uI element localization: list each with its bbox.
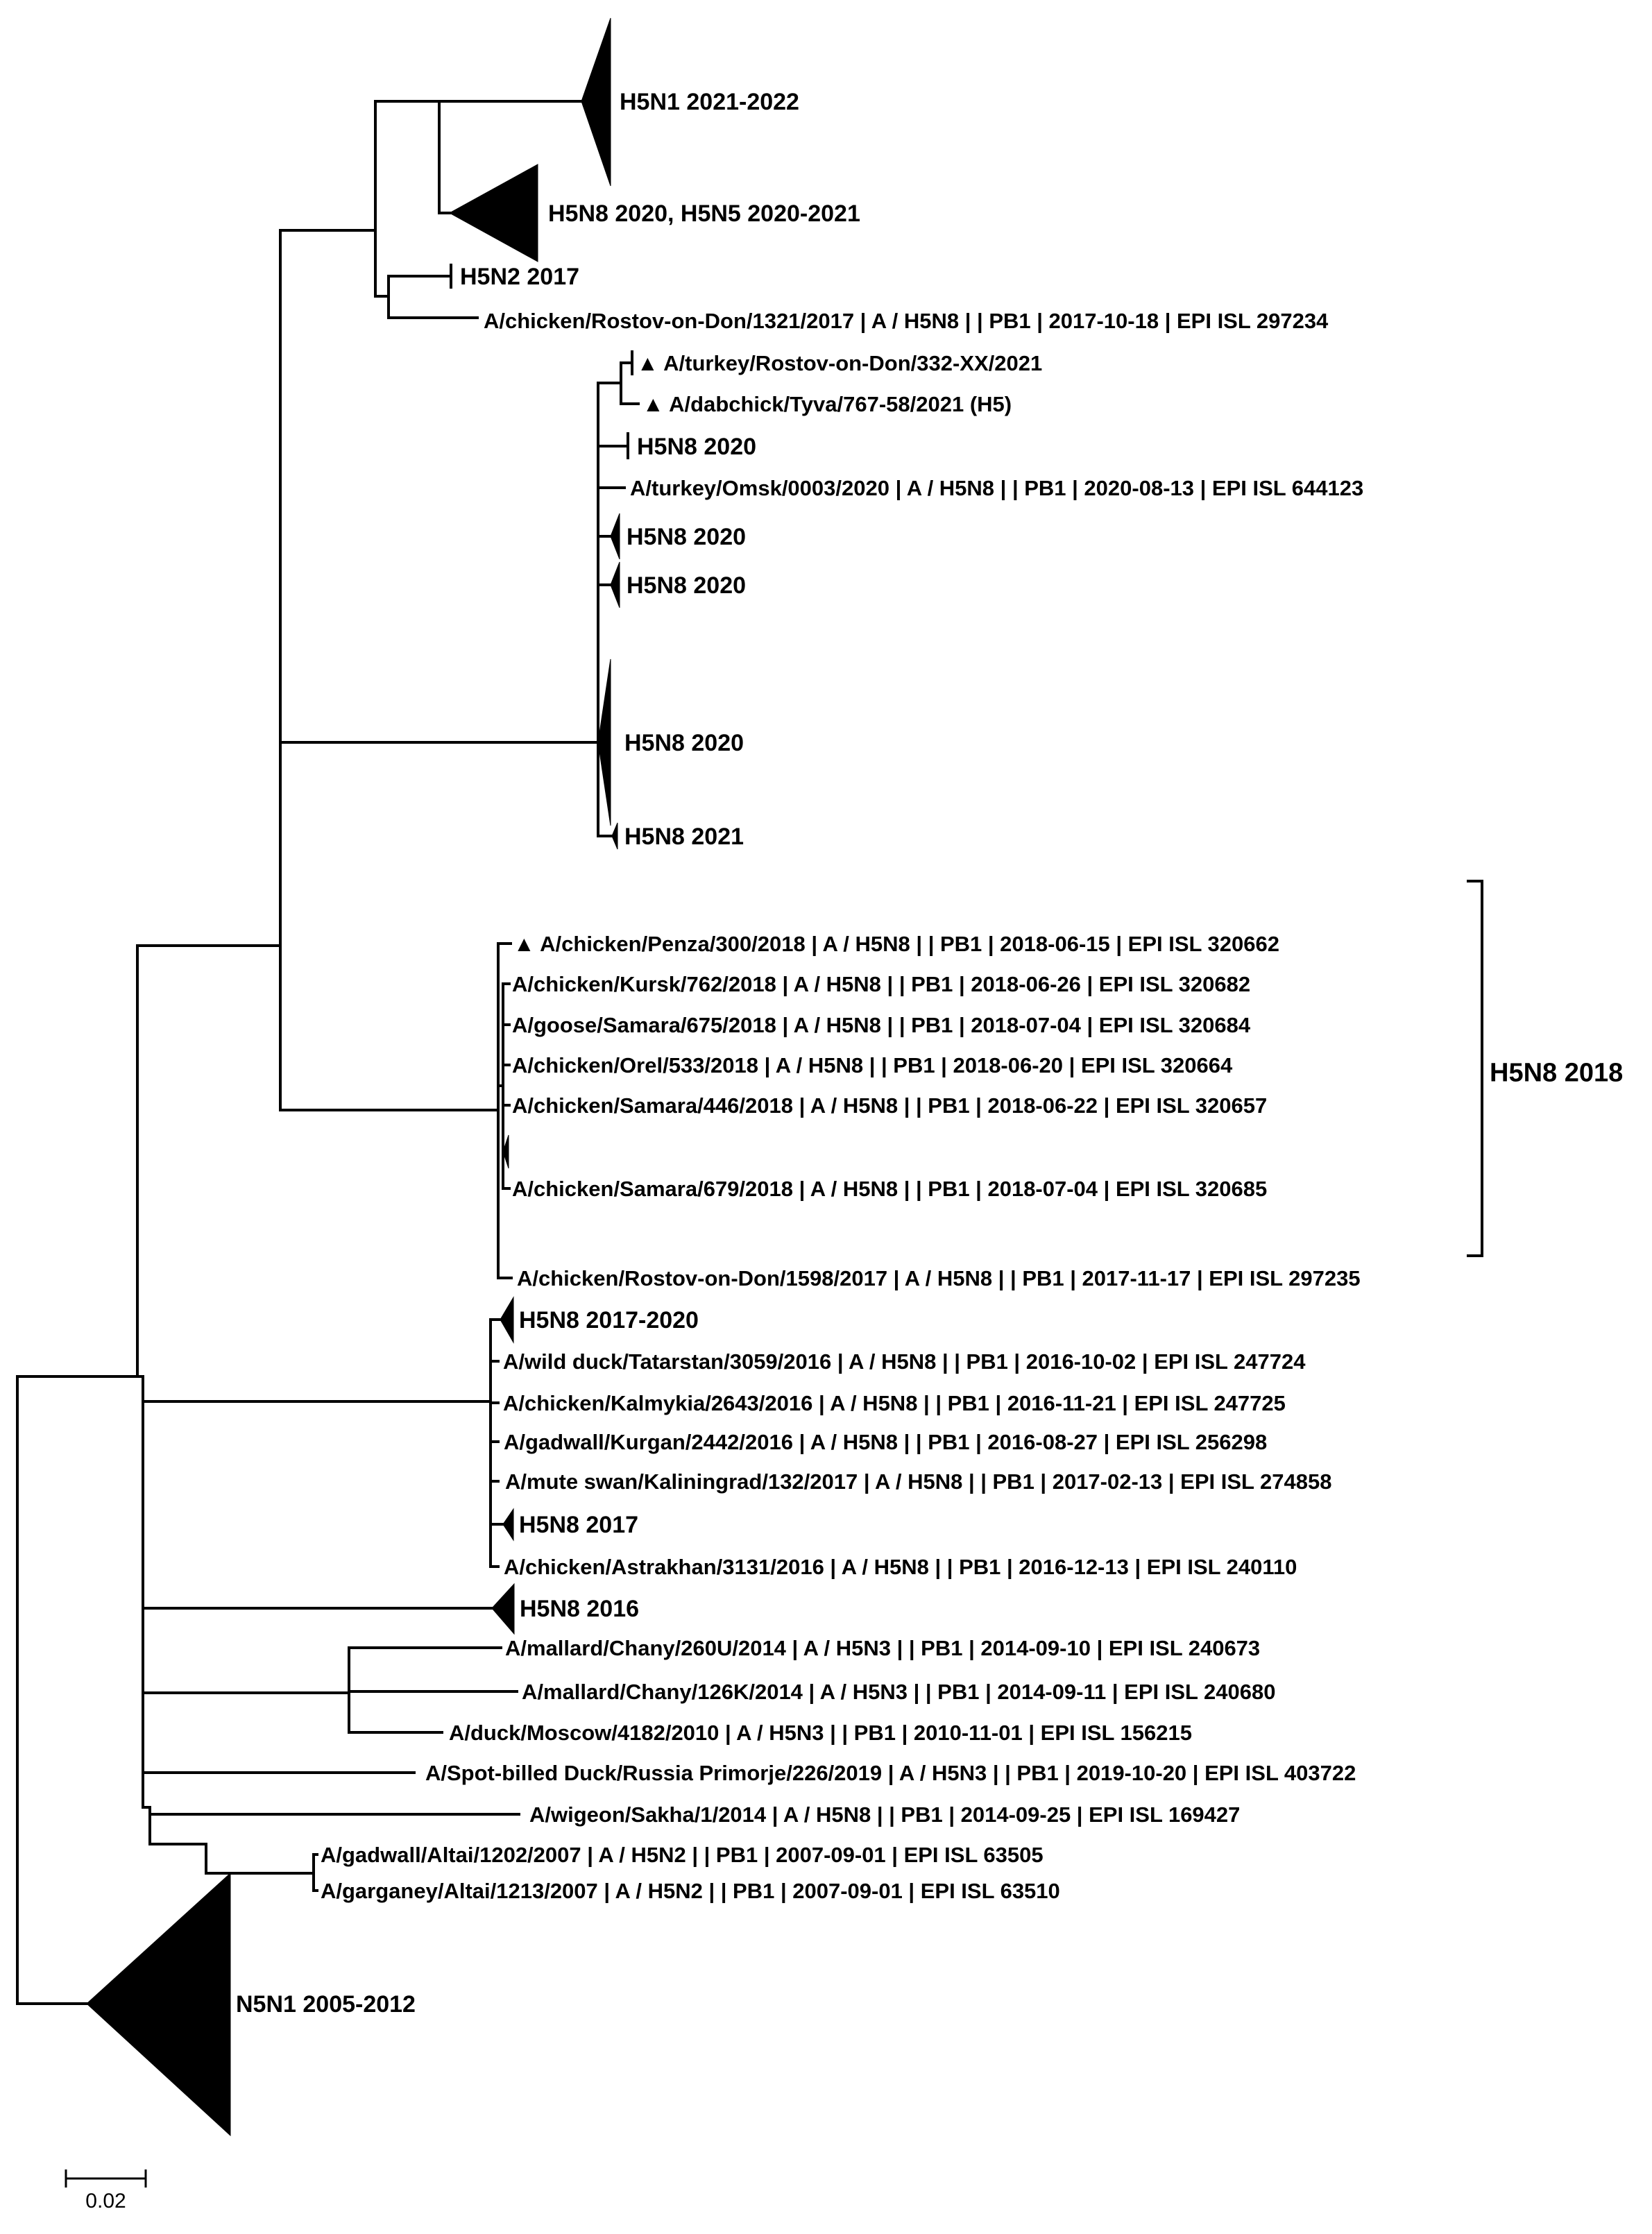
tip-label-12: ▲ A/chicken/Penza/300/2018 | A / H5N8 | | PB1 | 2018-06-15 | EPI ISL 320662: [513, 932, 1279, 957]
tip-label-32: A/gadwall/Altai/1202/2007 | A / H5N2 | | PB1 | 2007-09-01 | EPI ISL 63505: [321, 1843, 1044, 1868]
tip-label-28: A/mallard/Chany/126K/2014 | A / H5N3 | | PB1 | 2014-09-11 | EPI ISL 240680: [522, 1680, 1276, 1705]
tip-label-7: A/turkey/Omsk/0003/2020 | A / H5N8 | | PB1 | 2020-08-13 | EPI ISL 644123: [630, 476, 1364, 501]
tip-label-9: H5N8 2020: [627, 572, 747, 599]
tip-label-6: H5N8 2020: [637, 434, 757, 461]
tip-label-0: H5N1 2021-2022: [620, 89, 799, 116]
tip-label-3: A/chicken/Rostov-on-Don/1321/2017 | A / H5N8 | | PB1 | 2017-10-18 | EPI ISL 297234: [484, 309, 1329, 334]
tip-label-14: A/goose/Samara/675/2018 | A / H5N8 | | PB1 | 2018-07-04 | EPI ISL 320684: [512, 1013, 1251, 1038]
tip-label-18: A/chicken/Rostov-on-Don/1598/2017 | A / H5N8 | | PB1 | 2017-11-17 | EPI ISL 297235: [517, 1266, 1361, 1291]
tip-label-17: A/chicken/Samara/679/2018 | A / H5N8 | | PB1 | 2018-07-04 | EPI ISL 320685: [512, 1177, 1268, 1202]
tip-label-26: H5N8 2016: [520, 1596, 640, 1623]
tip-label-23: A/mute swan/Kaliningrad/132/2017 | A / H5N8 | | PB1 | 2017-02-13 | EPI ISL 274858: [505, 1469, 1332, 1494]
scale-bar-label: 0.02: [85, 2190, 126, 2212]
tip-label-11: H5N8 2021: [624, 824, 744, 851]
tip-label-16: A/chicken/Samara/446/2018 | A / H5N8 | | PB1 | 2018-06-22 | EPI ISL 320657: [512, 1093, 1268, 1118]
tip-label-13: A/chicken/Kursk/762/2018 | A / H5N8 | | PB1 | 2018-06-26 | EPI ISL 320682: [512, 972, 1251, 997]
tip-label-2: H5N2 2017: [460, 264, 580, 291]
tip-label-20: A/wild duck/Tatarstan/3059/2016 | A / H5N8 | | PB1 | 2016-10-02 | EPI ISL 247724: [503, 1349, 1306, 1374]
bracket-label: H5N8 2018: [1490, 1058, 1624, 1088]
tip-label-1: H5N8 2020, H5N5 2020-2021: [548, 201, 860, 228]
tip-label-5: ▲ A/dabchick/Tyva/767-58/2021 (H5): [642, 392, 1012, 417]
tip-label-29: A/duck/Moscow/4182/2010 | A / H5N3 | | PB1 | 2010-11-01 | EPI ISL 156215: [449, 1721, 1192, 1746]
tip-label-22: A/gadwall/Kurgan/2442/2016 | A / H5N8 | | PB1 | 2016-08-27 | EPI ISL 256298: [504, 1430, 1268, 1455]
tip-label-8: H5N8 2020: [627, 524, 747, 551]
tip-label-33: A/garganey/Altai/1213/2007 | A / H5N2 | | PB1 | 2007-09-01 | EPI ISL 63510: [321, 1879, 1060, 1904]
tip-label-21: A/chicken/Kalmykia/2643/2016 | A / H5N8 | | PB1 | 2016-11-21 | EPI ISL 247725: [503, 1391, 1286, 1416]
tip-label-25: A/chicken/Astrakhan/3131/2016 | A / H5N8 | | PB1 | 2016-12-13 | EPI ISL 240110: [504, 1555, 1297, 1580]
tip-label-10: H5N8 2020: [624, 730, 744, 757]
tip-label-27: A/mallard/Chany/260U/2014 | A / H5N3 | | PB1 | 2014-09-10 | EPI ISL 240673: [505, 1636, 1261, 1661]
tip-label-19: H5N8 2017-2020: [519, 1307, 699, 1334]
tip-label-34: N5N1 2005-2012: [236, 1991, 416, 2018]
tip-label-24: H5N8 2017: [519, 1512, 639, 1539]
tip-label-15: A/chicken/Orel/533/2018 | A / H5N8 | | PB1 | 2018-06-20 | EPI ISL 320664: [512, 1053, 1233, 1078]
tip-label-30: A/Spot-billed Duck/Russia Primorje/226/2019 | A / H5N3 | | PB1 | 2019-10-20 | EPI ISL 403722: [425, 1761, 1356, 1786]
tip-label-31: A/wigeon/Sakha/1/2014 | A / H5N8 | | PB1 | 2014-09-25 | EPI ISL 169427: [529, 1802, 1241, 1827]
tip-label-4: ▲ A/turkey/Rostov-on-Don/332-XX/2021: [637, 351, 1043, 376]
